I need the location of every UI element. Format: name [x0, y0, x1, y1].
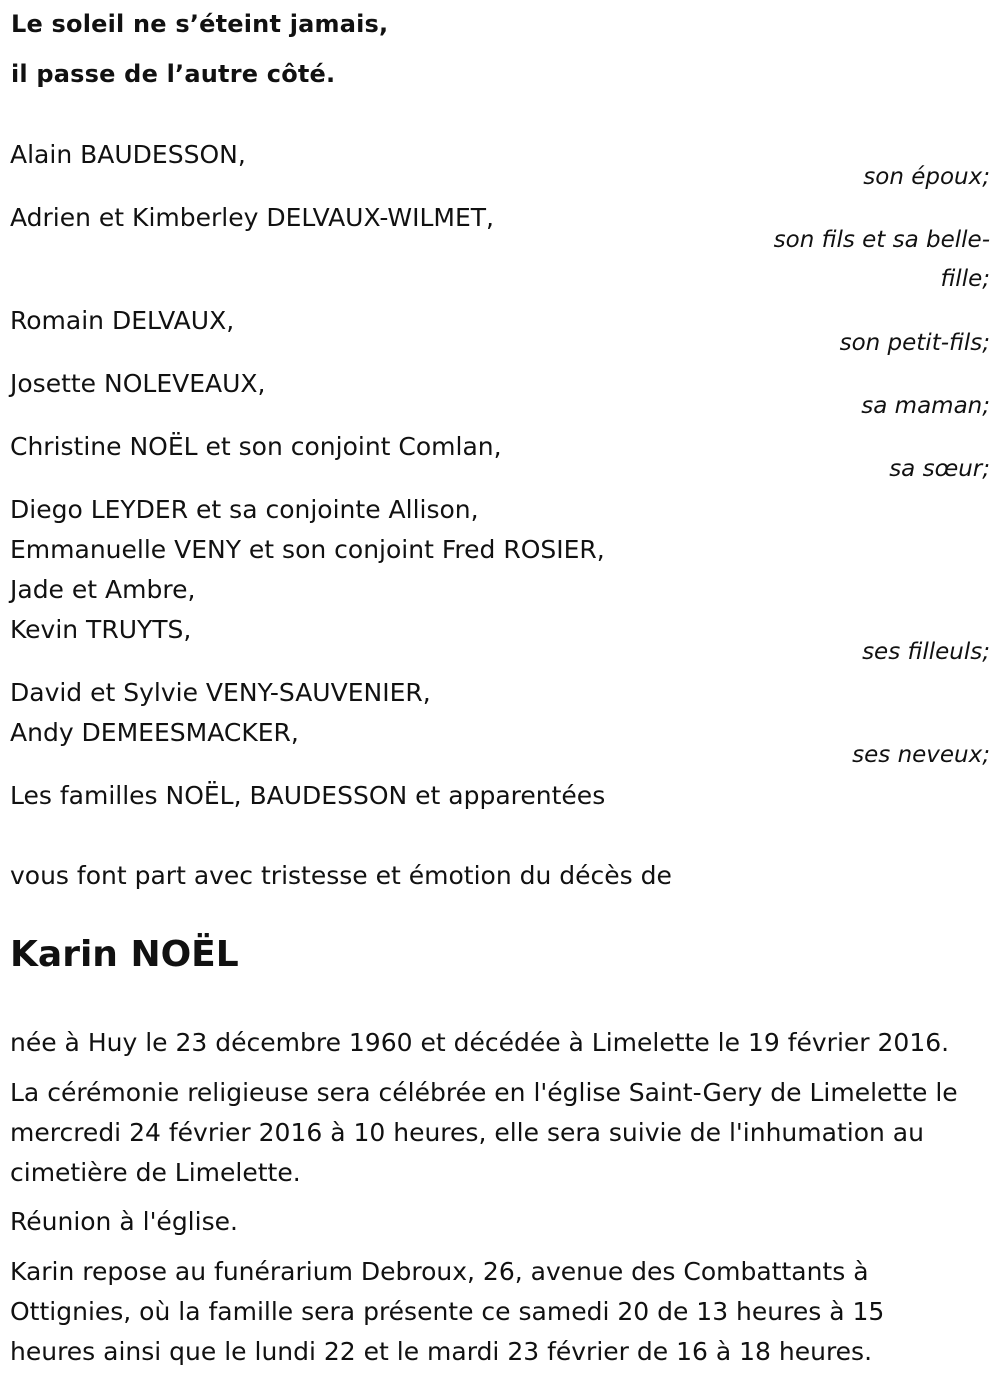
reunion-paragraph: Réunion à l'église. [10, 1207, 238, 1236]
announcement-text: vous font part avec tristesse et émotion du décès de [10, 861, 672, 890]
motto-line-2: il passe de l’autre côté. [11, 60, 336, 88]
motto-line-1: Le soleil ne s’éteint jamais, [11, 10, 389, 38]
family-name: Alain BAUDESSON, [10, 140, 246, 169]
family-name: David et Sylvie VENY-SAUVENIER, [10, 678, 431, 707]
relation-label: fille; [940, 266, 990, 292]
family-name: Christine NOËL et son conjoint Comlan, [10, 432, 502, 461]
family-name: Josette NOLEVEAUX, [10, 369, 266, 398]
family-name: Diego LEYDER et sa conjointe Allison, [10, 495, 479, 524]
visitation-paragraph: Karin repose au funérarium Debroux, 26, avenue des Combattants à Ottignies, où la famille sera présente ce samedi 20 de 13 heures à 15 heures ainsi que le lundi 22 et le mardi 23 février de 16 à 18 heures. [10, 1257, 885, 1366]
relation-label: ses filleuls; [862, 639, 990, 665]
family-name: Emmanuelle VENY et son conjoint Fred ROSIER, [10, 535, 605, 564]
family-name: Adrien et Kimberley DELVAUX-WILMET, [10, 203, 494, 232]
relation-label: son petit-fils; [839, 330, 990, 356]
deceased-name: Karin NOËL [10, 934, 239, 975]
relation-label: son fils et sa belle- [773, 227, 990, 253]
relation-label: ses neveux; [852, 742, 990, 768]
ceremony-paragraph: La cérémonie religieuse sera célébrée en l'église Saint-Gery de Limelette le mercredi 24 février 2016 à 10 heures, elle sera suivie de l'inhumation au cimetière de Limelette. [10, 1078, 958, 1187]
relation-label: sa maman; [861, 393, 990, 419]
family-name: Andy DEMEESMACKER, [10, 718, 299, 747]
relation-label: son époux; [863, 164, 990, 190]
family-name: Kevin TRUYTS, [10, 615, 192, 644]
birth-death-paragraph: née à Huy le 23 décembre 1960 et décédée à Limelette le 19 février 2016. [10, 1028, 950, 1057]
family-name: Jade et Ambre, [10, 575, 196, 604]
relation-label: sa sœur; [889, 456, 990, 482]
family-name: Romain DELVAUX, [10, 306, 235, 335]
family-name: Les familles NOËL, BAUDESSON et apparentées [10, 781, 606, 810]
